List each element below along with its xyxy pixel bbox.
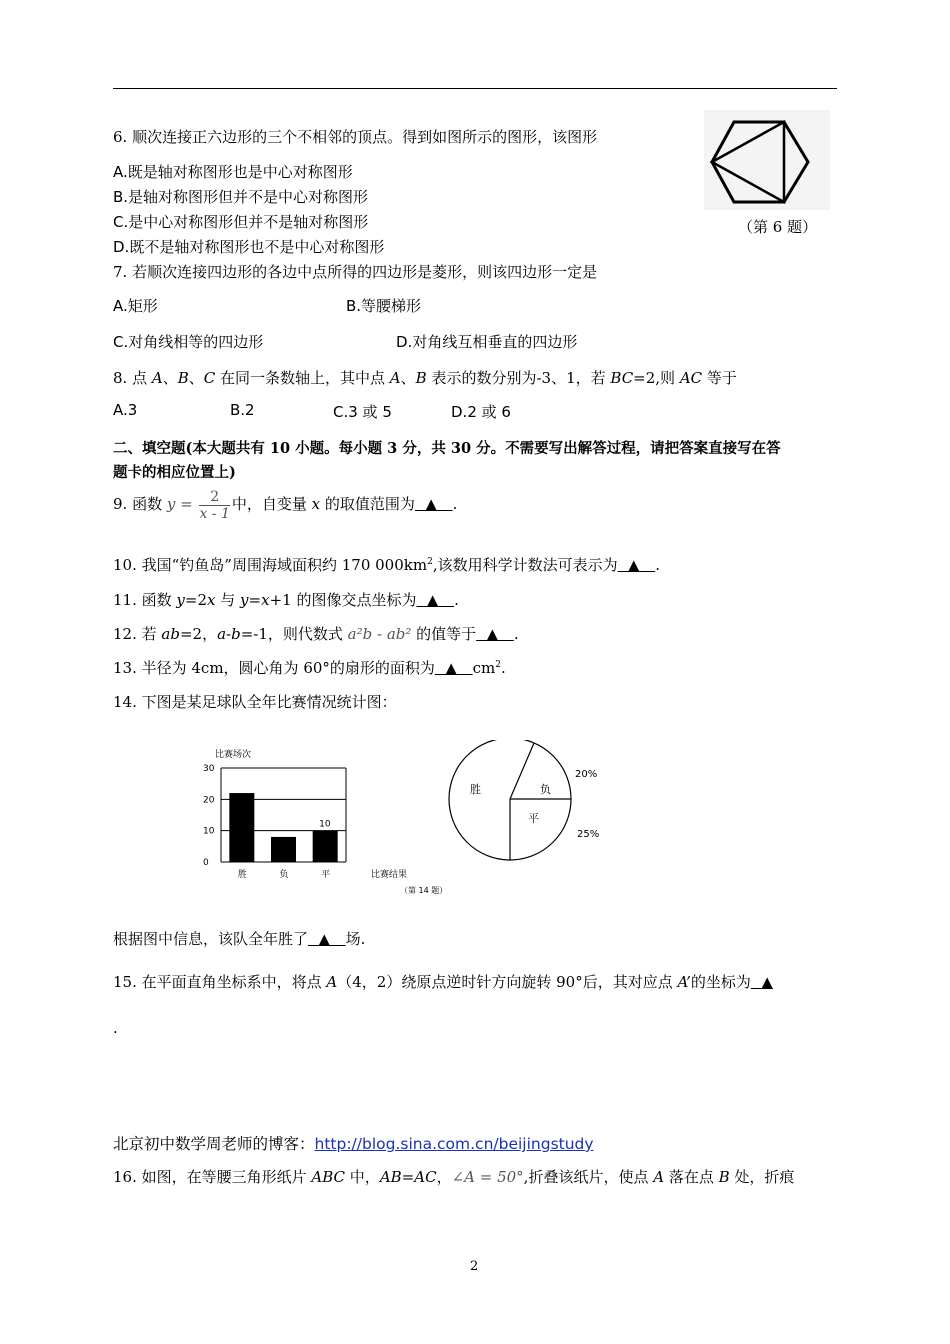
q7-option-d: D.对角线互相垂直的四边形 bbox=[396, 333, 578, 351]
q12-stem: 12. 若 ab=2，a-b=-1，则代数式 a²b - ab² 的值等于 ▲ . bbox=[113, 625, 519, 643]
bar-y-ticks bbox=[203, 764, 215, 868]
q16-stem: 16. 如图，在等腰三角形纸片 ABC 中，AB=AC，∠A = 50°,折叠该纸片，使点 A 落在点 B 处，折痕 bbox=[113, 1168, 795, 1186]
pie-percent-loss: 20% bbox=[575, 769, 598, 780]
q14-stem: 14. 下图是某足球队全年比赛情况统计图： bbox=[113, 693, 397, 711]
bar-ytick-10: 10 bbox=[203, 826, 215, 837]
q9-answer-blank: ▲ bbox=[414, 495, 453, 513]
section2-heading-line1: 二、填空题(本大题共有 10 小题。每小题 3 分，共 30 分。不需要写出解答过程，请把答案直接写在答 bbox=[113, 440, 781, 457]
bar-value-label-3: 10 bbox=[319, 819, 331, 830]
bar-ytick-20: 20 bbox=[203, 795, 215, 806]
q7-stem: 7. 若顺次连接四边形的各边中点所得的四边形是菱形，则该四边形一定是 bbox=[113, 263, 598, 281]
bar-ytick-0: 0 bbox=[203, 858, 209, 868]
q6-option-a: A.既是轴对称图形也是中心对称图形 bbox=[113, 163, 353, 181]
bar-value-labels bbox=[319, 820, 331, 830]
blog-link[interactable]: http://blog.sina.com.cn/beijingstudy bbox=[314, 1135, 594, 1153]
pie-chart bbox=[449, 740, 599, 860]
q7-option-b: B.等腰梯形 bbox=[346, 297, 422, 315]
bar-category-1: 胜 bbox=[237, 870, 247, 880]
bar-ytick-30: 30 bbox=[203, 764, 215, 774]
bar-3 bbox=[313, 831, 338, 862]
bar-category-labels bbox=[238, 868, 330, 880]
pie-percent-draw: 25% bbox=[577, 829, 600, 840]
q14-question: 根据图中信息，该队全年胜了 ▲ 场. bbox=[113, 930, 366, 948]
q8-option-d: D.2 或 6 bbox=[451, 403, 511, 421]
pie-label-loss: 负 bbox=[540, 783, 551, 796]
pie-divider-win-loss bbox=[510, 743, 534, 799]
q8-option-b: B.2 bbox=[230, 401, 255, 419]
q9-stem: 9. 函数 y = $\frac{2}{x - 1}$ 中，自变量 x 的取值范围为 ▲ . bbox=[113, 488, 458, 522]
q15-end-period: . bbox=[113, 1019, 118, 1037]
q6-hexagon-figure bbox=[704, 110, 830, 210]
bar-1 bbox=[229, 793, 254, 862]
q6-figure-caption: （第 6 题） bbox=[738, 218, 818, 236]
q8-option-a: A.3 bbox=[113, 401, 138, 419]
bar-category-3: 平 bbox=[321, 870, 331, 880]
pie-label-win: 胜 bbox=[470, 783, 481, 796]
q6-option-c: C.是中心对称图形但并不是轴对称图形 bbox=[113, 213, 369, 231]
q10-answer-blank: ▲ bbox=[617, 556, 656, 574]
q15-answer-blank: ▲ bbox=[750, 973, 773, 991]
bar-ylabel: 比赛场次 bbox=[215, 750, 252, 760]
q13-stem: 13. 半径为 4cm，圆心角为 60°的扇形的面积为 ▲ $cm^2$. bbox=[113, 659, 506, 677]
q11-stem: 11. 函数 y=2x 与 y=x+1 的图像交点坐标为 ▲ . bbox=[113, 591, 459, 609]
bar-2 bbox=[271, 837, 296, 862]
q14-answer-blank: ▲ bbox=[308, 930, 346, 948]
q7-option-c: C.对角线相等的四边形 bbox=[113, 333, 264, 351]
blog-line bbox=[113, 1132, 594, 1154]
q6-option-b: B.是轴对称图形但并不是中心对称图形 bbox=[113, 188, 369, 206]
page-number: 2 bbox=[470, 1259, 479, 1274]
pie-label-draw: 平 bbox=[528, 812, 539, 825]
figure-background bbox=[704, 110, 830, 210]
q10-stem: 10. 我国“钓鱼岛”周围海域面积约 170 $000km^2$,该数用科学计数法可表示为 ▲ . bbox=[113, 556, 661, 574]
q9-fraction: $\frac{2}{x - 1}$ bbox=[199, 488, 230, 522]
q8-option-c: C.3 或 5 bbox=[333, 403, 392, 421]
q12-answer-blank: ▲ bbox=[476, 625, 514, 643]
q6-stem: 6. 顺次连接正六边形的三个不相邻的顶点。得到如图所示的图形，该图形 bbox=[113, 128, 598, 146]
bar-category-2: 负 bbox=[279, 870, 289, 880]
q14-statistics-figure bbox=[195, 740, 625, 900]
q15-stem: 15. 在平面直角坐标系中，将点 A（4，2）绕原点逆时针方向旋转 90°后，其对应点 A’的坐标为 ▲ bbox=[113, 973, 773, 991]
q6-option-d: D.既不是轴对称图形也不是中心对称图形 bbox=[113, 238, 385, 256]
q13-answer-blank: ▲ bbox=[434, 659, 473, 677]
q7-option-a: A.矩形 bbox=[113, 297, 158, 315]
q8-stem: 8. 点 A、B、C 在同一条数轴上，其中点 A、B 表示的数分别为-3、1，若 BC=2,则 AC 等于 bbox=[113, 369, 737, 387]
blog-label: 北京初中数学周老师的博客： bbox=[113, 1135, 315, 1153]
q14-figure-caption: （第 14 题） bbox=[400, 886, 448, 895]
header-rule bbox=[113, 88, 837, 89]
bar-xlabel: 比赛结果 bbox=[371, 870, 408, 880]
q11-answer-blank: ▲ bbox=[416, 591, 455, 609]
section2-heading-line2: 题卡的相应位置上) bbox=[113, 464, 236, 481]
